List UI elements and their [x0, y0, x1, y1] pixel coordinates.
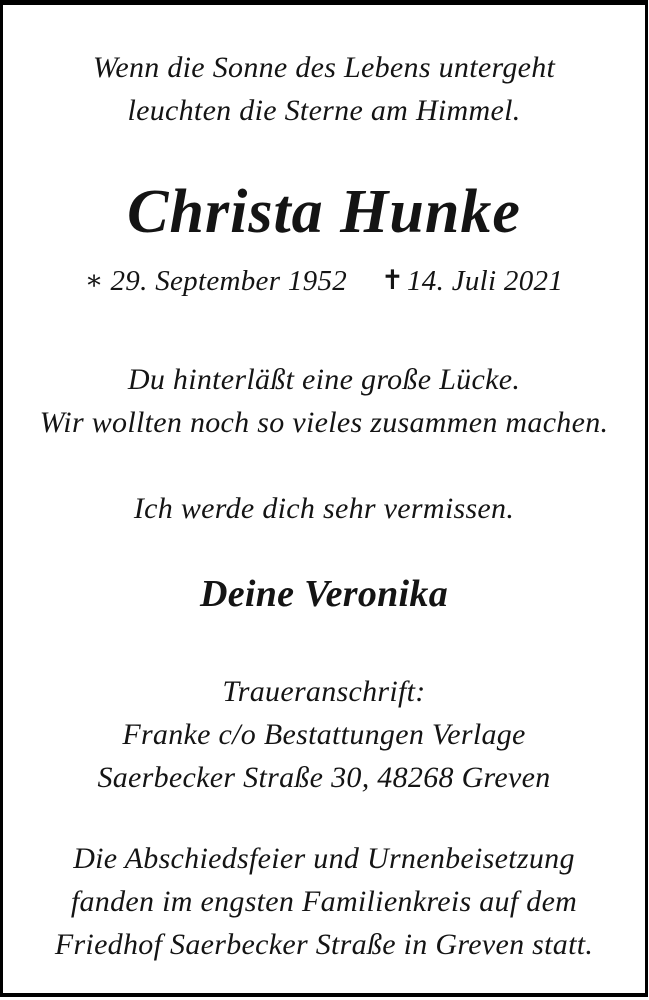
farewell-line-2: Wir wollten noch so vieles zusammen machen.: [39, 406, 609, 439]
opening-verse: [3, 5, 645, 132]
obituary-content: [3, 5, 645, 993]
deceased-name: Christa Hunke: [127, 178, 521, 246]
farewell-line-1: Du hinterläßt eine große Lücke.: [127, 363, 521, 396]
death-cross-icon: ✝: [381, 265, 404, 295]
death-date-group: [381, 260, 563, 303]
missing-text: Ich werde dich sehr vermissen.: [133, 492, 515, 525]
opening-verse-line-1: Wenn die Sonne des Lebens untergeht: [92, 51, 556, 84]
mourning-address-heading: Traueranschrift:: [222, 675, 426, 708]
life-dates: [3, 260, 645, 303]
farewell-text: [3, 358, 645, 444]
closing-line-3: Friedhof Saerbecker Straße in Greven statt.: [54, 928, 594, 961]
closing-text: [3, 837, 645, 966]
closing-line-1: Die Abschiedsfeier und Urnenbeisetzung: [73, 842, 575, 875]
closing-line-2: fanden im engsten Familienkreis auf dem: [70, 885, 578, 918]
mourning-address-line-2: Saerbecker Straße 30, 48268 Greven: [97, 761, 551, 794]
opening-verse-line-2: leuchten die Sterne am Himmel.: [127, 94, 521, 127]
mourning-address: [3, 670, 645, 799]
signature: Deine Veronika: [199, 573, 449, 615]
birth-star-icon: ∗: [84, 265, 104, 295]
birth-date: 29. September 1952: [110, 265, 348, 297]
mourning-address-line-1: Franke c/o Bestattungen Verlage: [122, 718, 526, 751]
death-date: 14. Juli 2021: [407, 265, 564, 297]
birth-date-group: [85, 260, 347, 303]
